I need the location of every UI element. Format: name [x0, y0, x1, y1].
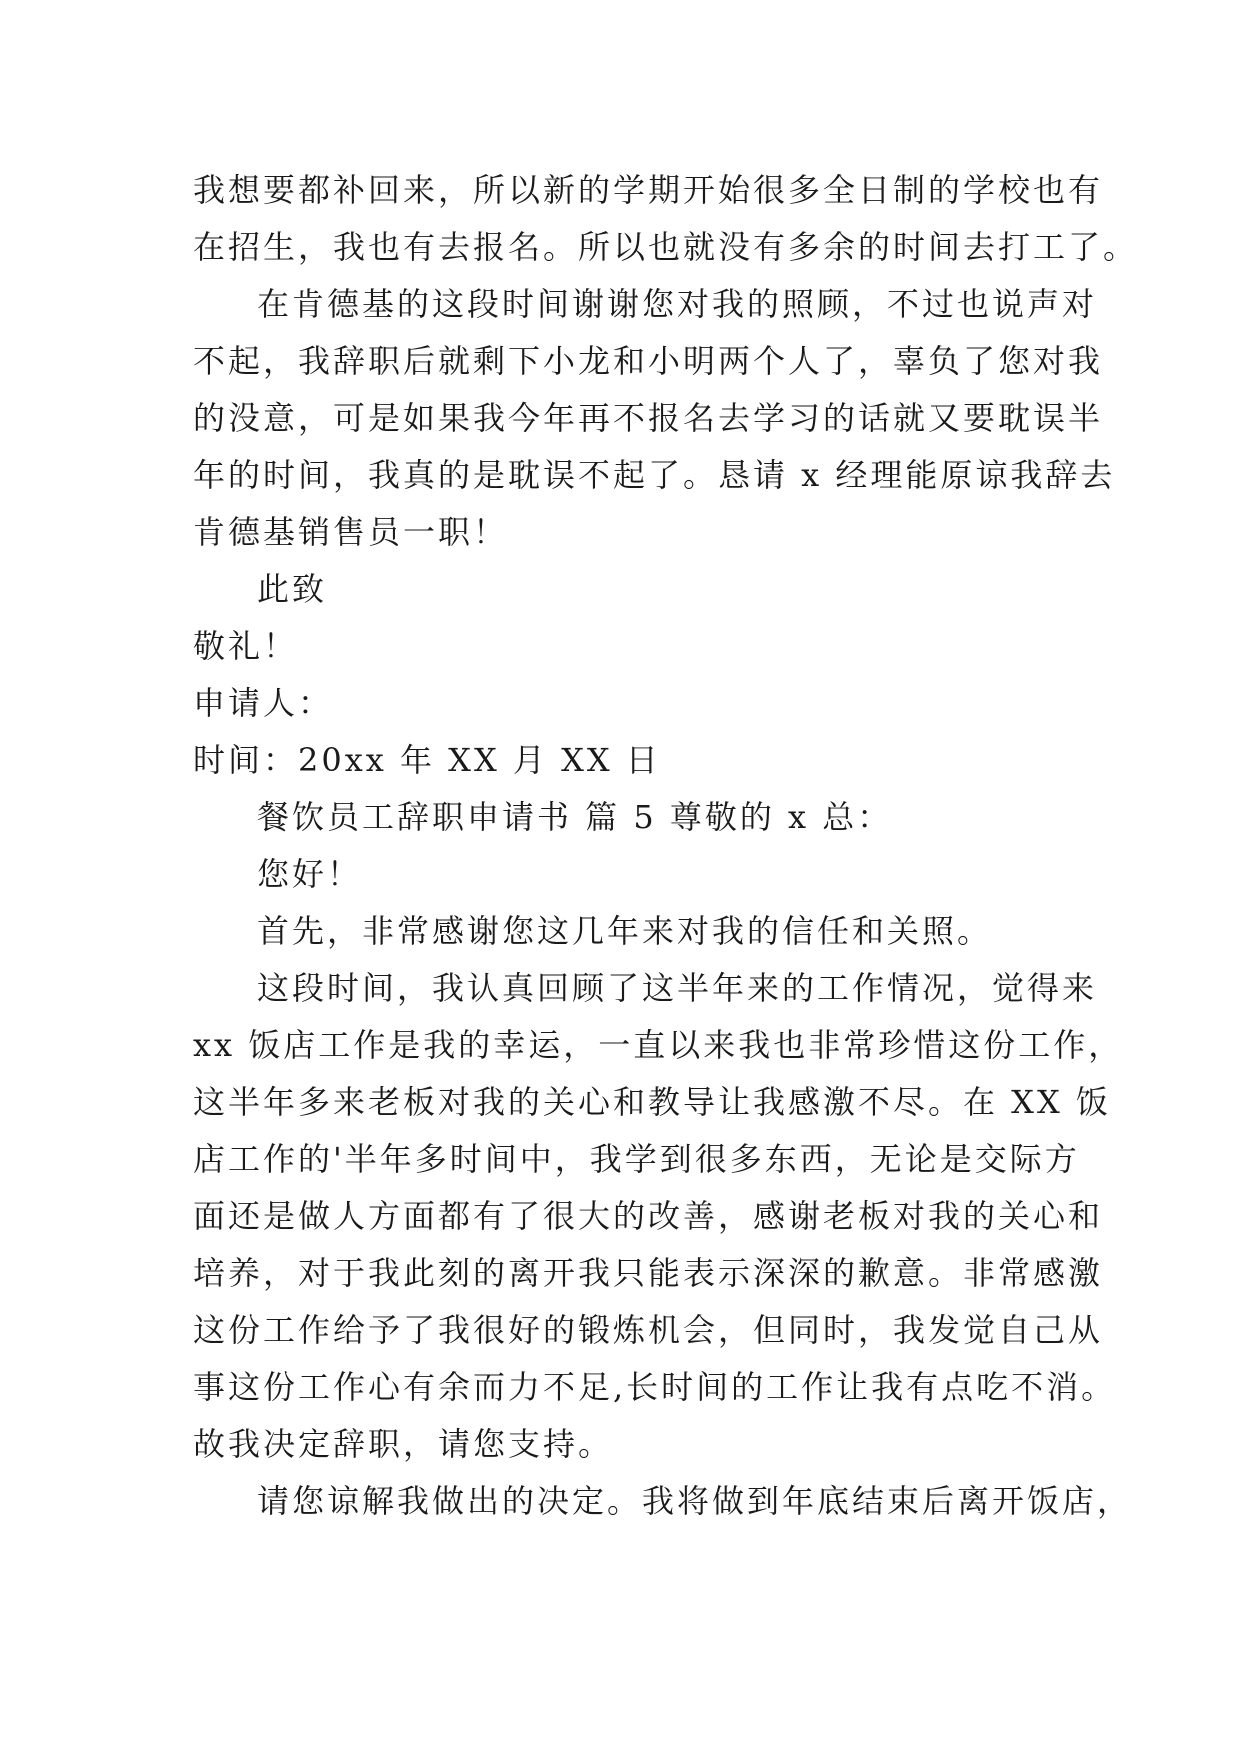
text-line: 这份工作给予了我很好的锻炼机会，但同时，我发觉自己从 [193, 1311, 1104, 1349]
text-line: 我想要都补回来，所以新的学期开始很多全日制的学校也有 [193, 171, 1104, 209]
text-line: 敬礼！ [193, 627, 299, 665]
text-line: 首先，非常感谢您这几年来对我的信任和关照。 [257, 912, 993, 950]
text-line: 培养，对于我此刻的离开我只能表示深深的歉意。非常感激 [193, 1254, 1104, 1292]
text-line: 请您谅解我做出的决定。我将做到年底结束后离开饭店， [257, 1482, 1133, 1520]
text-line: 不起，我辞职后就剩下小龙和小明两个人了，辜负了您对我 [193, 342, 1104, 380]
text-line: 餐饮员工辞职申请书 篇 5 尊敬的 x 总： [257, 798, 893, 836]
text-line: 年的时间，我真的是耽误不起了。恳请 x 经理能原谅我辞去 [193, 456, 1116, 494]
text-line: 在招生，我也有去报名。所以也就没有多余的时间去打工了。 [193, 228, 1139, 266]
text-line: 申请人： [193, 684, 334, 722]
text-line: 时间：20xx 年 XX 月 XX 日 [193, 741, 661, 779]
text-line: 面还是做人方面都有了很大的改善，感谢老板对我的关心和 [193, 1197, 1104, 1235]
text-line: 这段时间，我认真回顾了这半年来的工作情况，觉得来 [257, 969, 1098, 1007]
text-line: 您好！ [257, 855, 363, 893]
text-line: 此致 [257, 570, 328, 608]
text-line: 的没意，可是如果我今年再不报名去学习的话就又要耽误半 [193, 399, 1104, 437]
text-line: xx 饭店工作是我的幸运，一直以来我也非常珍惜这份工作， [193, 1026, 1124, 1064]
text-line: 事这份工作心有余而力不足,长时间的工作让我有点吃不消。 [193, 1368, 1117, 1406]
text-line: 故我决定辞职，请您支持。 [193, 1425, 614, 1463]
text-line: 肯德基销售员一职！ [193, 513, 509, 551]
text-line: 这半年多来老板对我的关心和教导让我感激不尽。在 XX 饭 [193, 1083, 1111, 1121]
letter-body [193, 162, 1139, 1530]
text-line: 店工作的'半年多时间中，我学到很多东西，无论是交际方 [193, 1140, 1080, 1178]
text-line: 在肯德基的这段时间谢谢您对我的照顾，不过也说声对 [257, 285, 1098, 323]
